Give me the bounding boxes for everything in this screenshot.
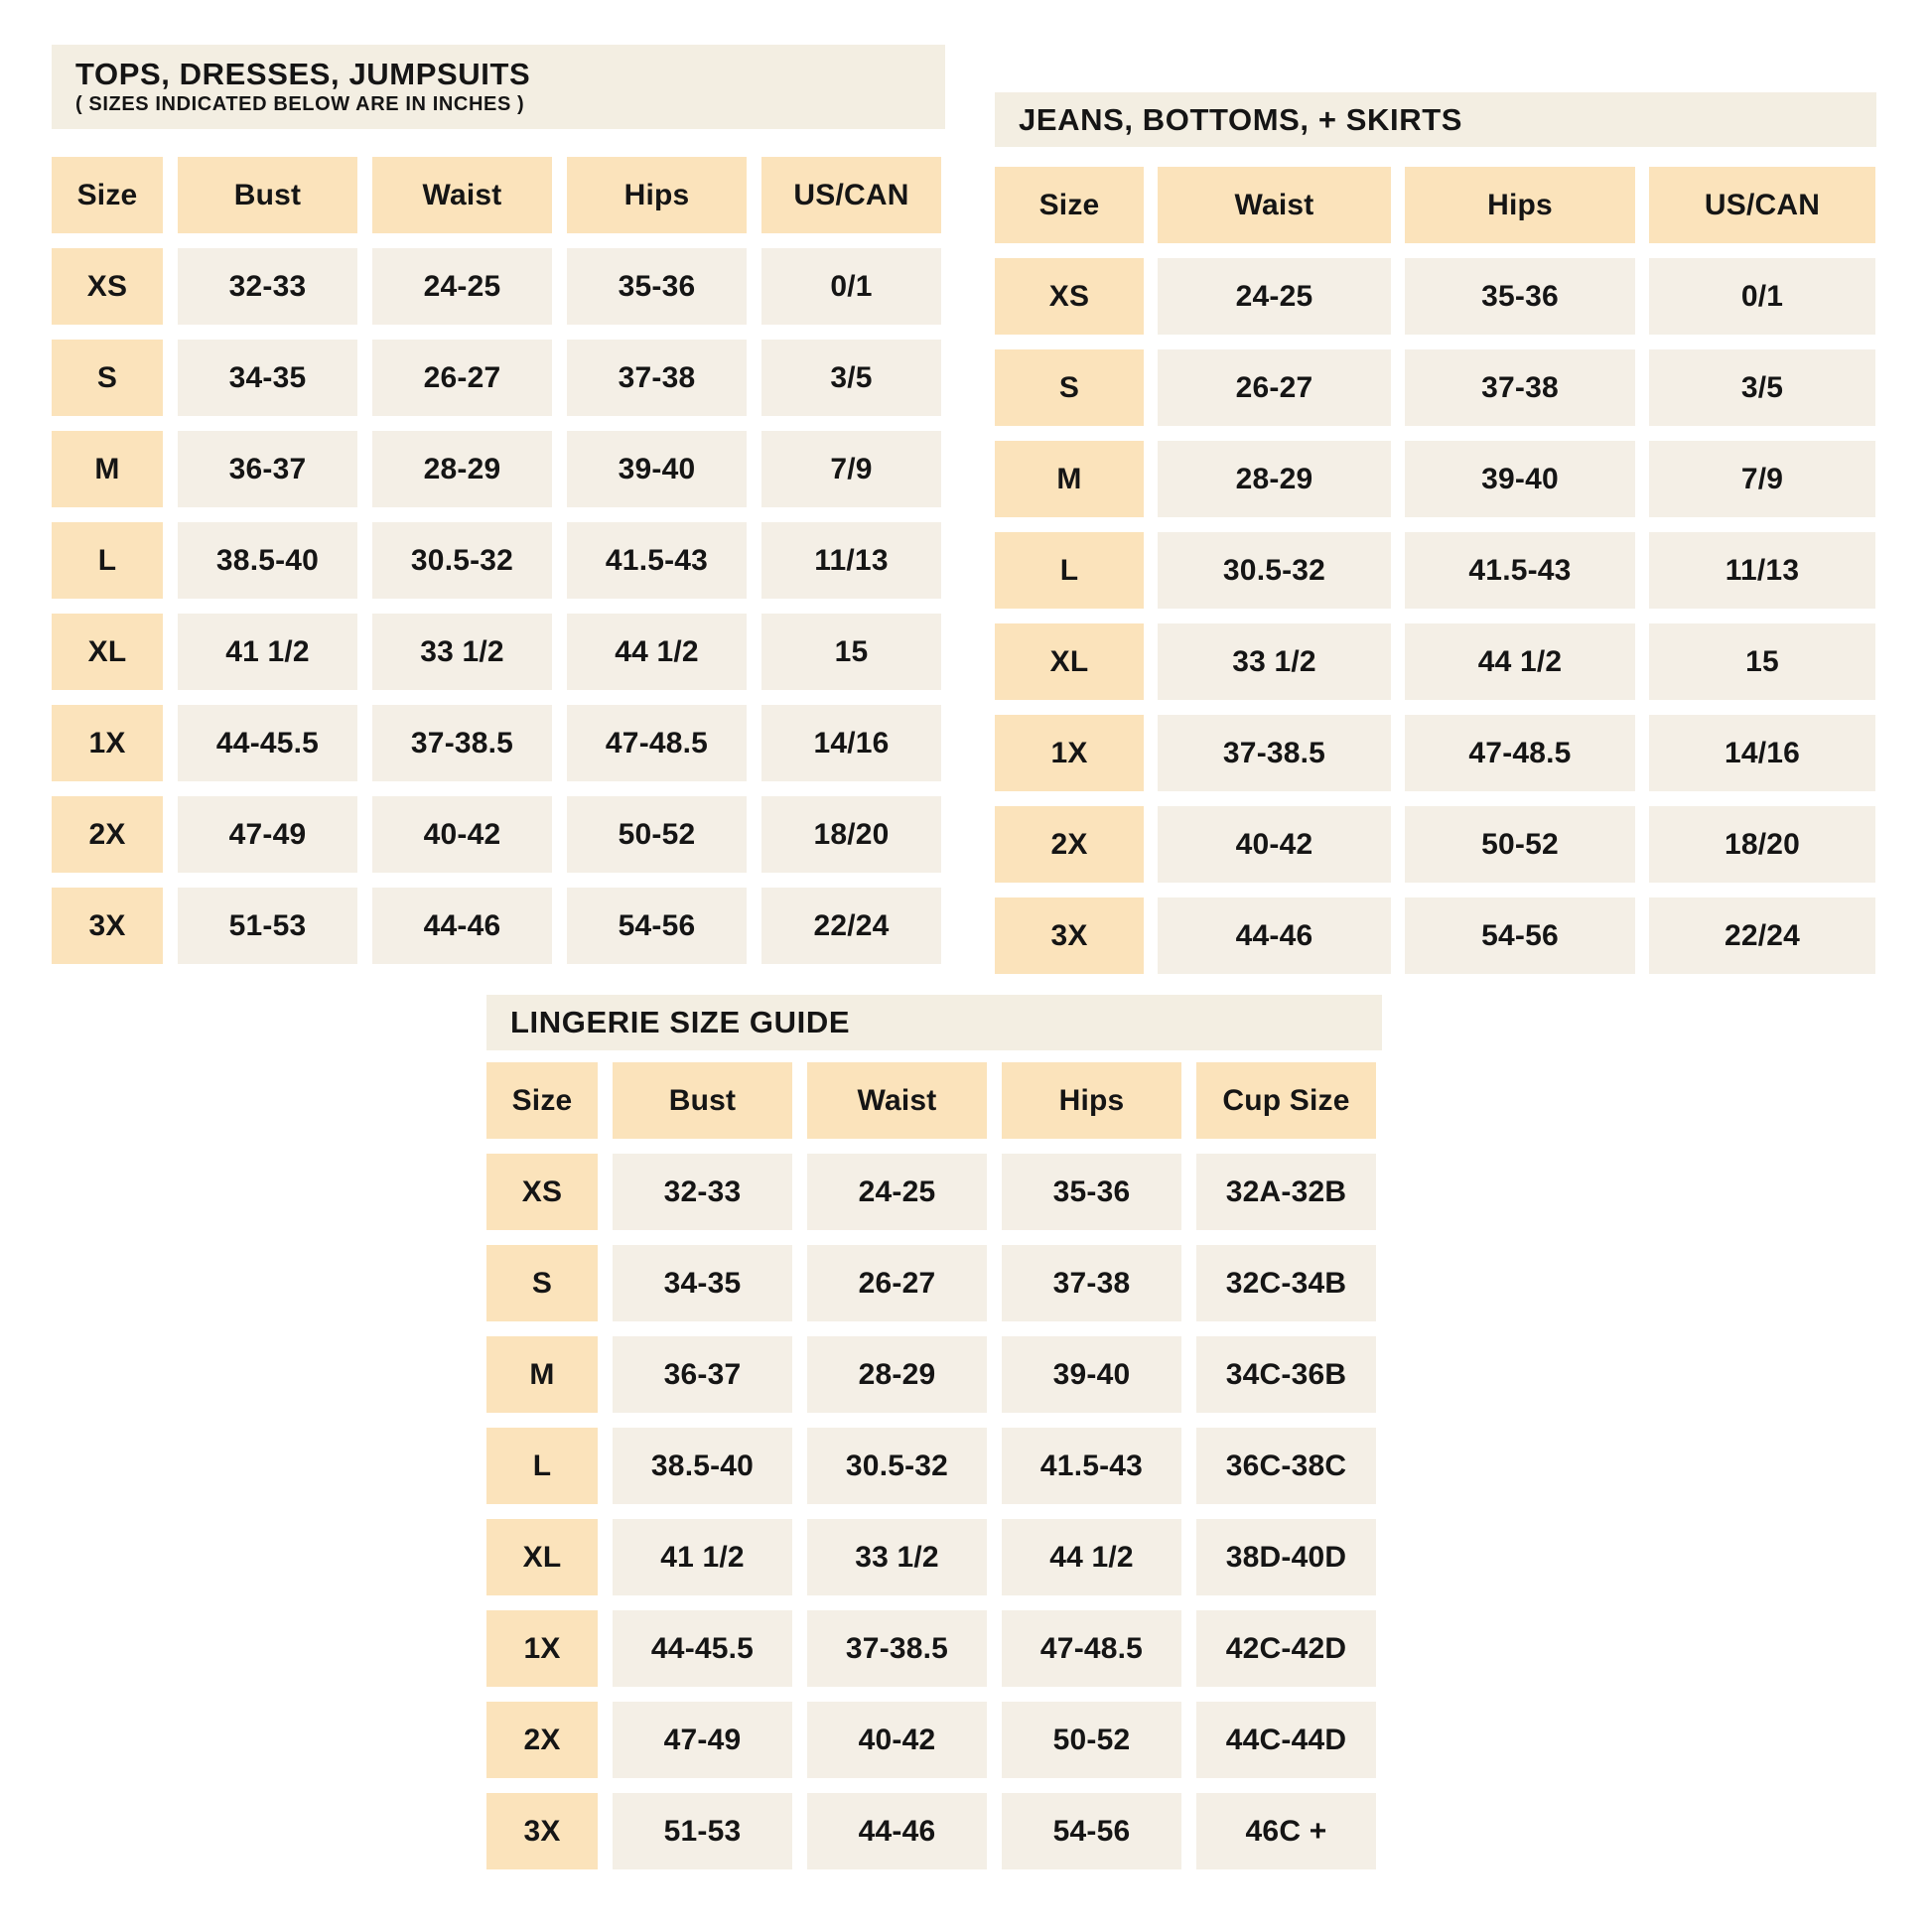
column-header-cell: Waist [372,157,552,233]
value-cell: 0/1 [761,248,941,325]
size-cell: S [52,340,163,416]
size-cell: M [995,441,1144,517]
value-cell: 44 1/2 [567,614,747,690]
size-cell: 1X [995,715,1144,791]
value-cell: 42C-42D [1196,1610,1376,1687]
value-cell: 34-35 [613,1245,792,1321]
value-cell: 40-42 [807,1702,987,1778]
value-cell: 38.5-40 [178,522,357,599]
value-cell: 3/5 [761,340,941,416]
value-cell: 47-48.5 [567,705,747,781]
value-cell: 34C-36B [1196,1336,1376,1413]
value-cell: 36-37 [613,1336,792,1413]
value-cell: 18/20 [761,796,941,873]
value-cell: 36C-38C [1196,1428,1376,1504]
jeans-title: JEANS, BOTTOMS, + SKIRTS [1019,101,1463,137]
value-cell: 14/16 [761,705,941,781]
value-cell: 28-29 [372,431,552,507]
lingerie-size-grid [486,1062,1382,1869]
column-header-cell: Hips [1405,167,1635,243]
value-cell: 22/24 [1649,897,1875,974]
value-cell: 39-40 [567,431,747,507]
tops-dresses-jumpsuits-table-section [52,45,945,964]
value-cell: 26-27 [372,340,552,416]
value-cell: 44C-44D [1196,1702,1376,1778]
size-cell: XS [486,1154,598,1230]
size-cell: XS [52,248,163,325]
size-cell: 1X [486,1610,598,1687]
size-cell: XL [486,1519,598,1595]
column-header-cell: Bust [178,157,357,233]
value-cell: 33 1/2 [372,614,552,690]
size-cell: XL [52,614,163,690]
value-cell: 44-45.5 [178,705,357,781]
column-header-cell: Size [486,1062,598,1139]
value-cell: 28-29 [807,1336,987,1413]
tops-size-grid [52,157,945,964]
value-cell: 47-49 [613,1702,792,1778]
column-header-cell: Waist [807,1062,987,1139]
value-cell: 33 1/2 [1158,623,1391,700]
value-cell: 11/13 [761,522,941,599]
value-cell: 50-52 [1002,1702,1181,1778]
value-cell: 38.5-40 [613,1428,792,1504]
value-cell: 35-36 [567,248,747,325]
value-cell: 44-46 [1158,897,1391,974]
lingerie-title: LINGERIE SIZE GUIDE [510,1005,851,1040]
value-cell: 50-52 [1405,806,1635,883]
value-cell: 41 1/2 [178,614,357,690]
size-cell: 1X [52,705,163,781]
value-cell: 3/5 [1649,349,1875,426]
value-cell: 18/20 [1649,806,1875,883]
value-cell: 24-25 [1158,258,1391,335]
value-cell: 41.5-43 [567,522,747,599]
value-cell: 35-36 [1002,1154,1181,1230]
value-cell: 39-40 [1405,441,1635,517]
value-cell: 41.5-43 [1002,1428,1181,1504]
value-cell: 44 1/2 [1405,623,1635,700]
value-cell: 34-35 [178,340,357,416]
value-cell: 37-38 [1002,1245,1181,1321]
value-cell: 11/13 [1649,532,1875,609]
value-cell: 37-38 [567,340,747,416]
value-cell: 26-27 [807,1245,987,1321]
value-cell: 32C-34B [1196,1245,1376,1321]
tops-title: TOPS, DRESSES, JUMPSUITS [75,56,531,91]
value-cell: 44-46 [372,888,552,964]
column-header-cell: US/CAN [1649,167,1875,243]
value-cell: 24-25 [372,248,552,325]
column-header-cell: Size [995,167,1144,243]
value-cell: 44 1/2 [1002,1519,1181,1595]
value-cell: 15 [761,614,941,690]
value-cell: 32-33 [613,1154,792,1230]
value-cell: 50-52 [567,796,747,873]
value-cell: 41.5-43 [1405,532,1635,609]
value-cell: 51-53 [178,888,357,964]
jeans-size-grid [995,167,1876,974]
value-cell: 40-42 [372,796,552,873]
lingerie-title-banner [486,995,1382,1050]
jeans-title-banner [995,92,1876,147]
value-cell: 40-42 [1158,806,1391,883]
value-cell: 30.5-32 [807,1428,987,1504]
value-cell: 54-56 [1002,1793,1181,1869]
value-cell: 14/16 [1649,715,1875,791]
value-cell: 54-56 [567,888,747,964]
value-cell: 28-29 [1158,441,1391,517]
size-cell: 3X [52,888,163,964]
value-cell: 15 [1649,623,1875,700]
value-cell: 47-48.5 [1405,715,1635,791]
size-cell: 2X [486,1702,598,1778]
size-cell: L [995,532,1144,609]
value-cell: 47-49 [178,796,357,873]
size-cell: S [486,1245,598,1321]
size-cell: L [486,1428,598,1504]
value-cell: 0/1 [1649,258,1875,335]
size-cell: 2X [995,806,1144,883]
value-cell: 30.5-32 [372,522,552,599]
value-cell: 33 1/2 [807,1519,987,1595]
size-cell: 3X [995,897,1144,974]
value-cell: 51-53 [613,1793,792,1869]
value-cell: 39-40 [1002,1336,1181,1413]
column-header-cell: Cup Size [1196,1062,1376,1139]
value-cell: 37-38.5 [372,705,552,781]
value-cell: 41 1/2 [613,1519,792,1595]
value-cell: 32A-32B [1196,1154,1376,1230]
value-cell: 26-27 [1158,349,1391,426]
size-cell: 2X [52,796,163,873]
value-cell: 37-38.5 [1158,715,1391,791]
value-cell: 7/9 [761,431,941,507]
tops-title-banner [52,45,945,129]
size-cell: XS [995,258,1144,335]
value-cell: 54-56 [1405,897,1635,974]
jeans-bottoms-skirts-table-section [995,92,1876,974]
value-cell: 30.5-32 [1158,532,1391,609]
value-cell: 38D-40D [1196,1519,1376,1595]
size-cell: S [995,349,1144,426]
size-cell: L [52,522,163,599]
size-cell: M [52,431,163,507]
tops-subtitle: ( SIZES INDICATED BELOW ARE IN INCHES ) [75,93,525,116]
value-cell: 37-38.5 [807,1610,987,1687]
column-header-cell: Size [52,157,163,233]
value-cell: 35-36 [1405,258,1635,335]
value-cell: 32-33 [178,248,357,325]
column-header-cell: Hips [567,157,747,233]
column-header-cell: Hips [1002,1062,1181,1139]
column-header-cell: Bust [613,1062,792,1139]
value-cell: 46C + [1196,1793,1376,1869]
value-cell: 7/9 [1649,441,1875,517]
column-header-cell: Waist [1158,167,1391,243]
size-cell: XL [995,623,1144,700]
size-cell: M [486,1336,598,1413]
value-cell: 36-37 [178,431,357,507]
lingerie-size-guide-table-section [486,995,1382,1869]
size-cell: 3X [486,1793,598,1869]
value-cell: 24-25 [807,1154,987,1230]
value-cell: 22/24 [761,888,941,964]
value-cell: 44-45.5 [613,1610,792,1687]
value-cell: 37-38 [1405,349,1635,426]
value-cell: 47-48.5 [1002,1610,1181,1687]
value-cell: 44-46 [807,1793,987,1869]
column-header-cell: US/CAN [761,157,941,233]
